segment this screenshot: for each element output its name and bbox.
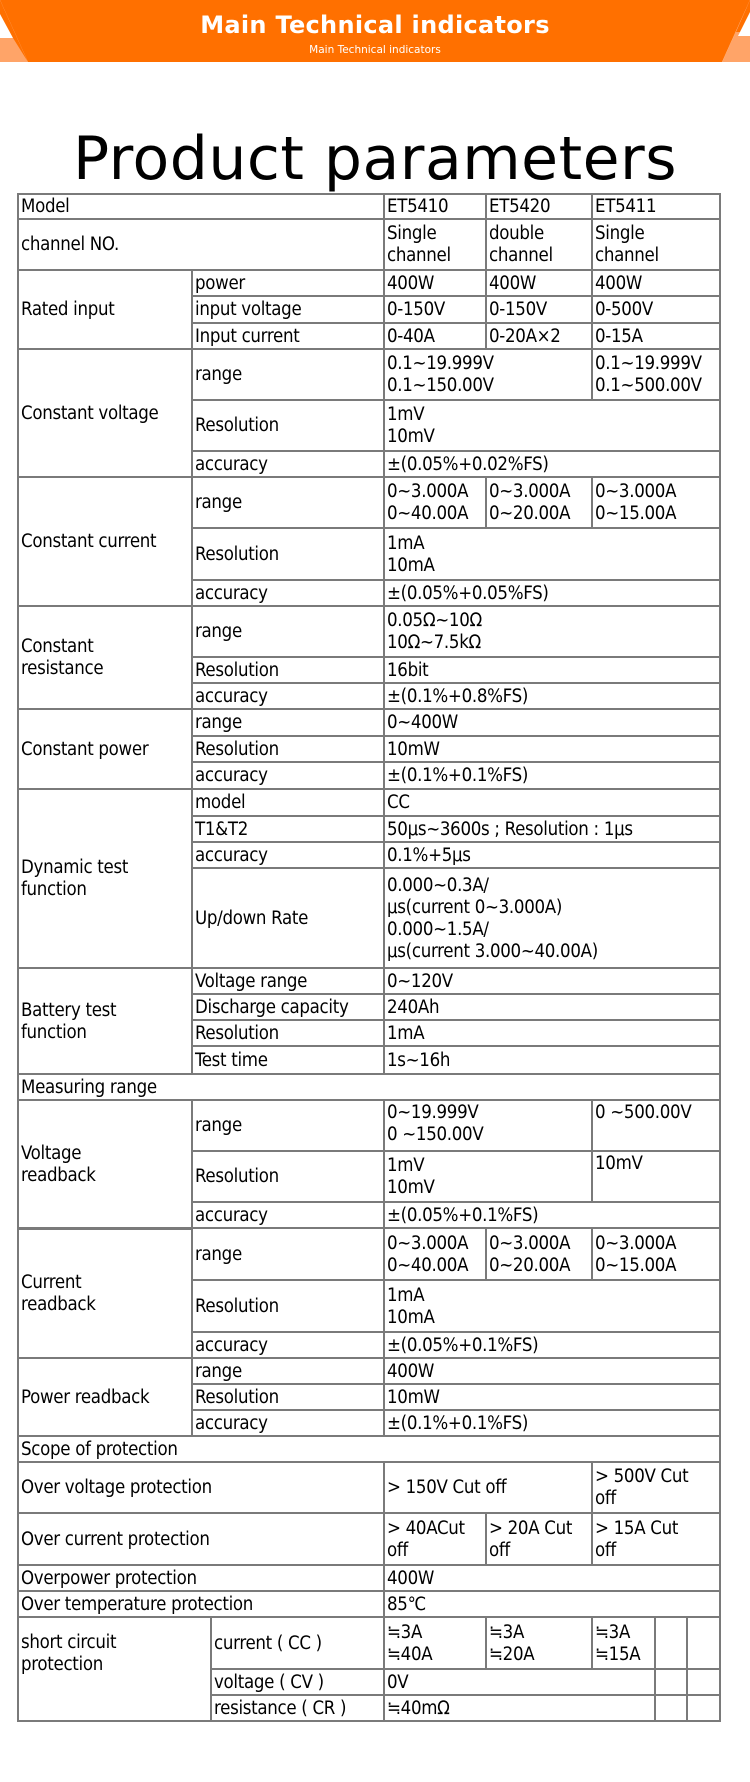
cell-text: 0.1%+5μs bbox=[387, 844, 471, 866]
table-cell bbox=[383, 605, 721, 658]
table-cell bbox=[591, 193, 721, 220]
table-cell bbox=[191, 993, 385, 1021]
cell-text: 0~15.00A bbox=[595, 1254, 677, 1276]
cell-text: ±(0.1%+0.8%FS) bbox=[387, 685, 529, 707]
cell-text: 0~15.00A bbox=[595, 503, 677, 524]
cell-text: 0~19.999V bbox=[387, 1102, 479, 1123]
cell-text: 1mA bbox=[387, 532, 425, 554]
table-cell bbox=[383, 579, 721, 607]
cell-text: Resolution bbox=[195, 415, 279, 436]
table-cell bbox=[485, 218, 593, 271]
cell-text: 0~3.000A bbox=[387, 481, 469, 502]
table-cell bbox=[591, 1512, 721, 1566]
table-cell bbox=[191, 656, 385, 684]
cell-text: 16bit bbox=[387, 659, 429, 681]
table-cell bbox=[191, 322, 385, 350]
table-cell bbox=[17, 967, 193, 1075]
table-cell bbox=[383, 193, 487, 220]
cell-text: ET5420 bbox=[489, 196, 551, 217]
table-cell bbox=[17, 1073, 721, 1101]
table-cell bbox=[591, 269, 721, 297]
table-cell bbox=[383, 1694, 656, 1722]
table-cell bbox=[191, 1099, 385, 1152]
cell-text: accuracy bbox=[195, 844, 268, 866]
cell-text: > 40ACut bbox=[387, 1517, 465, 1539]
cell-text: 0 ~150.00V bbox=[387, 1124, 484, 1145]
cell-text: Resolution bbox=[195, 543, 279, 565]
table-cell bbox=[191, 867, 385, 969]
cell-text: 0~120V bbox=[387, 970, 453, 992]
table-cell bbox=[17, 1435, 721, 1463]
table-cell bbox=[654, 1694, 688, 1722]
cell-text: > 20A Cut bbox=[489, 1517, 573, 1539]
table-cell bbox=[383, 269, 487, 297]
table-cell bbox=[383, 967, 721, 995]
cell-text: 0~40.00A bbox=[387, 503, 469, 524]
cell-text: voltage ( CV ) bbox=[214, 1671, 324, 1693]
cell-text: Over voltage protection bbox=[21, 1477, 212, 1498]
cell-text: 400W bbox=[387, 272, 435, 294]
cell-text: ET5410 bbox=[387, 196, 449, 217]
table-cell bbox=[383, 867, 721, 969]
cell-text: 1mV bbox=[387, 404, 425, 425]
table-cell bbox=[591, 1616, 656, 1670]
cell-text: Model bbox=[21, 196, 70, 217]
cell-text: > 500V Cut bbox=[595, 1466, 689, 1487]
table-cell bbox=[485, 476, 593, 529]
cell-text: channel NO. bbox=[21, 234, 119, 255]
cell-text: Voltage range bbox=[195, 970, 308, 992]
table-cell bbox=[17, 476, 193, 607]
page-title: Product parameters bbox=[73, 124, 677, 195]
cell-text: 50μs~3600s ; Resolution : 1μs bbox=[387, 818, 633, 840]
table-cell bbox=[191, 1331, 385, 1359]
cell-text: Resolution bbox=[195, 1295, 279, 1317]
cell-text: Resolution bbox=[195, 738, 279, 760]
cell-text: 240Ah bbox=[387, 996, 440, 1018]
cell-text: off bbox=[595, 1488, 616, 1509]
cell-text: readback bbox=[21, 1165, 96, 1186]
table-cell bbox=[383, 1383, 721, 1411]
cell-text: 0.000~0.3A/ bbox=[387, 874, 489, 896]
table-cell bbox=[654, 1668, 688, 1696]
cell-text: current ( CC ) bbox=[214, 1632, 322, 1654]
cell-text: off bbox=[489, 1539, 510, 1561]
table-cell bbox=[191, 1357, 385, 1385]
table-cell bbox=[383, 708, 721, 737]
cell-text: function bbox=[21, 1021, 87, 1043]
table-cell bbox=[383, 841, 721, 869]
table-cell bbox=[383, 1331, 721, 1359]
cell-text: 0-40A bbox=[387, 325, 435, 347]
cell-text: μs(current 3.000~40.00A) bbox=[387, 940, 598, 962]
table-cell bbox=[191, 1045, 385, 1075]
cell-text: accuracy bbox=[195, 582, 268, 604]
table-cell bbox=[383, 1227, 487, 1281]
table-cell bbox=[383, 1461, 593, 1514]
cell-text: ≒40A bbox=[387, 1643, 433, 1665]
cell-text: 400W bbox=[387, 1360, 435, 1382]
banner-subtitle: Main Technical indicators bbox=[309, 44, 441, 56]
cell-text: short circuit bbox=[21, 1632, 117, 1653]
table-cell bbox=[383, 218, 487, 271]
table-cell bbox=[191, 476, 385, 529]
cell-text: 1mV bbox=[387, 1155, 425, 1176]
cell-text: range bbox=[195, 1360, 242, 1382]
table-cell bbox=[17, 1512, 385, 1566]
table-cell bbox=[17, 1099, 193, 1230]
cell-text: resistance ( CR ) bbox=[214, 1697, 347, 1719]
cell-text: ≒15A bbox=[595, 1643, 641, 1665]
cell-text: input voltage bbox=[195, 299, 302, 320]
table-cell bbox=[191, 761, 385, 790]
table-cell bbox=[591, 322, 721, 350]
table-cell bbox=[686, 1616, 721, 1670]
table-cell bbox=[591, 476, 721, 529]
table-cell bbox=[17, 218, 385, 271]
cell-text: ±(0.05%+0.05%FS) bbox=[387, 582, 549, 604]
cell-text: Resolution bbox=[195, 1386, 279, 1408]
table-cell bbox=[17, 1564, 385, 1592]
table-cell bbox=[383, 735, 721, 763]
table-cell bbox=[383, 1201, 721, 1229]
cell-text: Measuring range bbox=[21, 1076, 157, 1098]
table-cell bbox=[191, 348, 385, 401]
cell-text: Resolution bbox=[195, 1166, 279, 1187]
table-cell bbox=[383, 348, 593, 401]
cell-text: channel bbox=[595, 245, 659, 266]
cell-text: accuracy bbox=[195, 1204, 268, 1226]
table-cell bbox=[191, 605, 385, 658]
cell-text: off bbox=[595, 1539, 616, 1561]
table-cell bbox=[17, 1227, 193, 1359]
cell-text: ≒3A bbox=[387, 1621, 423, 1643]
cell-text: ±(0.05%+0.1%FS) bbox=[387, 1334, 539, 1356]
cell-text: Resolution bbox=[195, 659, 279, 681]
table-cell bbox=[383, 682, 721, 710]
table-cell bbox=[383, 1099, 593, 1152]
cell-text: 400W bbox=[595, 272, 643, 294]
cell-text: Battery test bbox=[21, 999, 117, 1021]
table-cell bbox=[591, 348, 721, 401]
cell-text: Single bbox=[387, 223, 437, 244]
table-cell bbox=[191, 682, 385, 710]
table-cell bbox=[17, 1461, 385, 1514]
cell-text: accuracy bbox=[195, 1412, 268, 1434]
table-cell bbox=[191, 841, 385, 869]
table-cell bbox=[485, 1512, 593, 1566]
table-cell bbox=[191, 1279, 385, 1333]
table-cell bbox=[686, 1668, 721, 1696]
cell-text: 0.000~1.5A/ bbox=[387, 918, 489, 940]
table-cell bbox=[383, 527, 721, 581]
table-cell bbox=[485, 193, 593, 220]
cell-text: CC bbox=[387, 792, 410, 813]
cell-text: 0-20A×2 bbox=[489, 325, 561, 347]
cell-text: range bbox=[195, 1115, 242, 1136]
cell-text: 10mV bbox=[387, 1177, 435, 1198]
table-cell bbox=[191, 450, 385, 478]
table-cell bbox=[591, 1227, 721, 1281]
table-cell bbox=[485, 295, 593, 324]
cell-text: Power readback bbox=[21, 1386, 150, 1408]
table-cell bbox=[383, 993, 721, 1021]
table-cell bbox=[191, 1409, 385, 1437]
table-cell bbox=[686, 1694, 721, 1722]
cell-text: Voltage bbox=[21, 1143, 82, 1164]
table-cell bbox=[191, 295, 385, 324]
cell-text: 0.05Ω~10Ω bbox=[387, 610, 482, 631]
cell-text: ≒20A bbox=[489, 1643, 535, 1665]
cell-text: 0 ~500.00V bbox=[595, 1102, 692, 1123]
table-cell bbox=[383, 450, 721, 478]
cell-text: 0-150V bbox=[387, 299, 445, 320]
cell-text: Overpower protection bbox=[21, 1567, 197, 1589]
table-cell bbox=[383, 476, 487, 529]
cell-text: 0~3.000A bbox=[387, 1232, 469, 1254]
cell-text: 400W bbox=[387, 1567, 435, 1589]
cell-text: μs(current 0~3.000A) bbox=[387, 896, 563, 918]
cell-text: channel bbox=[489, 245, 553, 266]
table-cell bbox=[17, 788, 193, 969]
table-cell bbox=[191, 269, 385, 297]
cell-text: 0.1~19.999V bbox=[387, 353, 494, 374]
cell-text: 0~3.000A bbox=[595, 1232, 677, 1254]
cell-text: Resolution bbox=[195, 1022, 279, 1044]
table-cell bbox=[383, 815, 721, 843]
cell-text: 1mA bbox=[387, 1022, 425, 1044]
cell-text: ET5411 bbox=[595, 196, 657, 217]
table-cell bbox=[383, 1564, 721, 1592]
table-cell bbox=[17, 1357, 193, 1437]
table-cell bbox=[591, 1461, 721, 1514]
table-cell bbox=[591, 218, 721, 271]
cell-text: off bbox=[387, 1539, 408, 1561]
cell-text: protection bbox=[21, 1654, 103, 1675]
cell-text: 85℃ bbox=[387, 1593, 426, 1615]
table-cell bbox=[485, 322, 593, 350]
table-cell bbox=[191, 788, 385, 817]
cell-text: 10mW bbox=[387, 738, 440, 760]
cell-text: Up/down Rate bbox=[195, 907, 309, 929]
cell-text: 0-150V bbox=[489, 299, 547, 320]
table-cell bbox=[17, 1590, 385, 1618]
cell-text: T1&T2 bbox=[195, 818, 248, 840]
cell-text: Current bbox=[21, 1271, 82, 1293]
table-cell bbox=[383, 761, 721, 790]
table-cell bbox=[591, 1099, 721, 1152]
cell-text: resistance bbox=[21, 658, 104, 679]
table-cell bbox=[383, 1279, 721, 1333]
section-banner bbox=[0, 0, 750, 62]
cell-text: ±(0.05%+0.1%FS) bbox=[387, 1204, 539, 1226]
banner-title: Main Technical indicators bbox=[200, 11, 550, 39]
cell-text: function bbox=[21, 879, 87, 900]
cell-text: 0-500V bbox=[595, 299, 653, 320]
cell-text: Discharge capacity bbox=[195, 996, 349, 1018]
table-cell bbox=[210, 1616, 385, 1670]
cell-text: range bbox=[195, 364, 242, 385]
cell-text: readback bbox=[21, 1293, 96, 1315]
cell-text: 400W bbox=[489, 272, 537, 294]
cell-text: range bbox=[195, 1243, 242, 1265]
cell-text: Constant power bbox=[21, 738, 149, 760]
cell-text: Scope of protection bbox=[21, 1438, 178, 1460]
table-cell bbox=[191, 1383, 385, 1411]
cell-text: 10mA bbox=[387, 554, 435, 576]
cell-text: 10mA bbox=[387, 1306, 435, 1328]
cell-text: power bbox=[195, 272, 245, 294]
table-cell bbox=[17, 348, 193, 478]
table-cell bbox=[383, 1616, 487, 1670]
table-cell bbox=[383, 1668, 656, 1696]
table-cell bbox=[383, 1045, 721, 1075]
table-cell bbox=[17, 1616, 212, 1722]
table-cell bbox=[191, 1227, 385, 1281]
cell-text: double bbox=[489, 223, 544, 244]
cell-text: 0~3.000A bbox=[489, 1232, 571, 1254]
cell-text: Constant voltage bbox=[21, 402, 159, 424]
table-cell bbox=[191, 579, 385, 607]
cell-text: 10Ω~7.5kΩ bbox=[387, 632, 481, 653]
cell-text: model bbox=[195, 792, 246, 813]
table-cell bbox=[383, 1590, 721, 1618]
table-cell bbox=[654, 1616, 688, 1670]
cell-text: ≒3A bbox=[489, 1621, 525, 1643]
cell-text: accuracy bbox=[195, 765, 268, 786]
table-cell bbox=[383, 399, 721, 452]
table-cell bbox=[191, 1150, 385, 1203]
cell-text: 0~3.000A bbox=[595, 481, 677, 502]
cell-text: 0-15A bbox=[595, 325, 643, 347]
cell-text: > 150V Cut off bbox=[387, 1477, 507, 1498]
table-cell bbox=[210, 1694, 385, 1722]
cell-text: Constant current bbox=[21, 531, 157, 552]
cell-text: range bbox=[195, 621, 242, 642]
cell-text: 0.1~500.00V bbox=[595, 375, 702, 396]
cell-text: accuracy bbox=[195, 453, 268, 475]
cell-text: 10mV bbox=[387, 426, 435, 447]
table-cell bbox=[17, 269, 193, 350]
table-cell bbox=[383, 656, 721, 684]
cell-text: 0V bbox=[387, 1671, 409, 1693]
cell-text: Test time bbox=[195, 1049, 268, 1071]
table-cell bbox=[383, 1150, 593, 1203]
cell-text: ±(0.1%+0.1%FS) bbox=[387, 1412, 529, 1434]
cell-text: 0.1~150.00V bbox=[387, 375, 494, 396]
cell-text: 0~20.00A bbox=[489, 1254, 571, 1276]
cell-text: > 15A Cut bbox=[595, 1517, 679, 1539]
cell-text: accuracy bbox=[195, 685, 268, 707]
table-cell bbox=[17, 193, 385, 220]
cell-text: ≒40mΩ bbox=[387, 1697, 450, 1719]
cell-text: 1s~16h bbox=[387, 1049, 451, 1071]
cell-text: Over current protection bbox=[21, 1528, 210, 1550]
table-cell bbox=[210, 1668, 385, 1696]
table-cell bbox=[383, 322, 487, 350]
cell-text: range bbox=[195, 492, 242, 513]
cell-text: 10mV bbox=[595, 1153, 643, 1174]
cell-text: accuracy bbox=[195, 1334, 268, 1356]
cell-text: Constant bbox=[21, 636, 94, 657]
cell-text: ±(0.05%+0.02%FS) bbox=[387, 453, 549, 475]
table-cell bbox=[17, 708, 193, 790]
cell-text: Single bbox=[595, 223, 645, 244]
table-cell bbox=[191, 967, 385, 995]
table-cell bbox=[485, 269, 593, 297]
cell-text: 0.1~19.999V bbox=[595, 353, 702, 374]
cell-text: 10mW bbox=[387, 1386, 440, 1408]
table-cell bbox=[17, 605, 193, 710]
table-cell bbox=[591, 1150, 721, 1203]
cell-text: 0~400W bbox=[387, 712, 458, 733]
table-cell bbox=[383, 1019, 721, 1047]
cell-text: Rated input bbox=[21, 299, 115, 320]
cell-text: 1mA bbox=[387, 1284, 425, 1306]
cell-text: Dynamic test bbox=[21, 857, 129, 878]
table-cell bbox=[191, 815, 385, 843]
cell-text: ≒3A bbox=[595, 1621, 631, 1643]
cell-text: 0~3.000A bbox=[489, 481, 571, 502]
table-cell bbox=[191, 527, 385, 581]
table-cell bbox=[191, 399, 385, 452]
table-cell bbox=[485, 1227, 593, 1281]
table-cell bbox=[485, 1616, 593, 1670]
table-cell bbox=[383, 788, 721, 817]
cell-text: Over temperature protection bbox=[21, 1593, 254, 1615]
table-cell bbox=[191, 1019, 385, 1047]
table-cell bbox=[191, 1201, 385, 1229]
table-cell bbox=[383, 1512, 487, 1566]
cell-text: 0~20.00A bbox=[489, 503, 571, 524]
table-cell bbox=[191, 735, 385, 763]
table-cell bbox=[383, 295, 487, 324]
cell-text: range bbox=[195, 712, 242, 733]
table-cell bbox=[191, 708, 385, 737]
cell-text: ±(0.1%+0.1%FS) bbox=[387, 765, 529, 786]
cell-text: Input current bbox=[195, 325, 300, 347]
cell-text: channel bbox=[387, 245, 451, 266]
cell-text: 0~40.00A bbox=[387, 1254, 469, 1276]
table-cell bbox=[383, 1409, 721, 1437]
table-cell bbox=[591, 295, 721, 324]
table-cell bbox=[383, 1357, 721, 1385]
